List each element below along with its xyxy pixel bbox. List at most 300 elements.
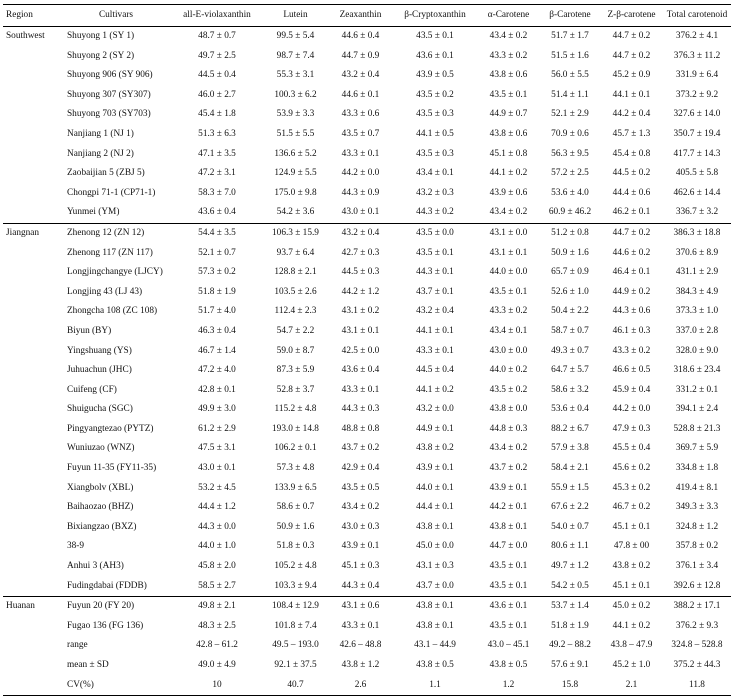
region-cell	[3, 459, 61, 479]
value-cell: 43.7 ± 0.2	[489, 463, 528, 474]
cultivar-cell: Shuyong 703 (SY703)	[67, 109, 151, 120]
value-cell: 51.5 ± 1.6	[551, 50, 589, 61]
value-cell: 44.1 ± 0.2	[489, 168, 528, 179]
value-cell: 43.5 ± 0.0	[416, 227, 454, 238]
table-row	[3, 420, 731, 440]
cultivar-cell: Bixiangzao (BXZ)	[67, 521, 137, 532]
value-cell: 48.3 ± 2.5	[198, 620, 236, 631]
header-region: Region	[3, 5, 61, 27]
value-cell: 57.6 ± 9.1	[551, 660, 589, 670]
value-cell: 115.2 ± 4.8	[274, 404, 317, 415]
value-cell: 44.7 ± 0.9	[341, 50, 380, 61]
value-cell: 44.1 ± 0.1	[612, 89, 651, 100]
value-cell: 99.5 ± 5.4	[276, 31, 315, 41]
value-cell: 45.1 ± 0.1	[612, 521, 651, 532]
header-beta-carotene: β-Carotene	[540, 5, 600, 27]
value-cell: 51.8 ± 1.9	[551, 620, 589, 631]
value-cell: 44.2 ± 0.1	[489, 502, 528, 513]
cultivar-cell: Pingyangtezao (PYTZ)	[67, 423, 154, 434]
cultivar-cell: Nanjiang 2 (NJ 2)	[67, 148, 134, 159]
value-cell: 124.9 ± 5.5	[274, 168, 317, 179]
value-cell: 53.6 ± 0.4	[551, 404, 589, 415]
value-cell: 43.6 ± 0.4	[171, 203, 263, 223]
value-cell: 43.5 ± 0.1	[477, 577, 540, 597]
value-cell: 44.6 ± 0.4	[341, 31, 380, 41]
cultivar-cell: Biyun (BY)	[67, 325, 112, 336]
value-cell: 46.0 ± 2.7	[198, 89, 236, 100]
cultivar-cell: Zhenong 117 (ZN 117)	[67, 247, 153, 258]
region-cell	[3, 381, 61, 401]
value-cell: 101.8 ± 7.4	[274, 620, 317, 631]
value-cell: 43.3 ± 0.2	[612, 345, 651, 356]
value-cell: 417.7 ± 14.3	[673, 148, 721, 159]
value-cell: 44.9 ± 0.7	[489, 109, 528, 120]
region-cell	[3, 105, 61, 125]
value-cell: 70.9 ± 0.6	[551, 128, 589, 139]
value-cell: 43.8 ± 0.2	[416, 443, 454, 454]
value-cell: 392.6 ± 12.8	[663, 577, 731, 597]
region-cell: Jiangnan	[6, 227, 40, 238]
value-cell: 45.1 ± 0.8	[489, 148, 528, 159]
value-cell: 11.8	[663, 676, 731, 696]
value-cell: 103.5 ± 2.6	[274, 286, 317, 297]
value-cell: 47.9 ± 0.3	[612, 423, 651, 434]
value-cell: 43.2 ± 0.4	[416, 306, 454, 317]
value-cell: 56.0 ± 5.5	[551, 70, 589, 81]
value-cell: 57.3 ± 4.8	[276, 463, 315, 474]
value-cell: 43.6 ± 0.4	[341, 365, 380, 376]
value-cell: 384.3 ± 4.9	[675, 286, 719, 297]
value-cell: 43.9 ± 0.5	[416, 70, 454, 81]
value-cell: 324.8 ± 1.2	[675, 521, 719, 532]
value-cell: 331.2 ± 0.1	[675, 384, 719, 395]
region-cell	[3, 518, 61, 538]
value-cell: 43.0 ± 0.3	[341, 521, 380, 532]
value-cell: 43.2 ± 0.3	[416, 187, 454, 198]
value-cell: 419.4 ± 8.1	[675, 482, 719, 493]
value-cell: 43.3 ± 0.1	[341, 384, 380, 395]
value-cell: 49.5 – 193.0	[272, 640, 319, 651]
value-cell: 43.8 ± 0.1	[416, 601, 454, 612]
value-cell: 47.5 ± 3.1	[198, 443, 236, 454]
value-cell: 43.5 ± 0.7	[341, 128, 380, 139]
cultivar-cell: mean ± SD	[67, 660, 109, 670]
cultivar-cell: Shuigucha (SGC)	[67, 404, 133, 415]
cultivar-cell: Longjing 43 (LJ 43)	[67, 286, 143, 297]
value-cell: 43.5 ± 0.1	[489, 89, 528, 100]
value-cell: 43.5 ± 0.1	[489, 561, 528, 572]
value-cell: 43.8 ± 0.5	[416, 660, 454, 670]
table-row	[3, 105, 731, 125]
value-cell: 43.7 ± 0.1	[416, 286, 454, 297]
region-cell	[3, 420, 61, 440]
value-cell: 43.0 – 45.1	[487, 640, 530, 651]
cultivar-cell: Shuyong 1 (SY 1)	[67, 31, 135, 41]
region-cell	[3, 263, 61, 283]
region-cell	[3, 203, 61, 223]
value-cell: 331.9 ± 6.4	[675, 70, 719, 81]
table-row	[3, 184, 731, 204]
cultivar-cell: Baihaozao (BHZ)	[67, 502, 134, 513]
value-cell: 350.7 ± 19.4	[673, 128, 721, 139]
value-cell: 44.9 ± 0.2	[612, 286, 651, 297]
value-cell: 42.9 ± 0.4	[341, 463, 380, 474]
value-cell: 47.2 ± 3.1	[198, 168, 236, 179]
value-cell: 42.5 ± 0.0	[341, 345, 380, 356]
value-cell: 46.6 ± 0.5	[612, 365, 651, 376]
value-cell: 43.5 ± 0.1	[489, 620, 528, 631]
table-row	[3, 302, 731, 322]
cultivar-cell: Fuyun 11-35 (FY11-35)	[67, 463, 157, 474]
value-cell: 44.3 ± 0.1	[416, 267, 454, 278]
header-violaxanthin: all-E-violaxanthin	[171, 5, 263, 27]
value-cell: 52.8 ± 3.7	[276, 384, 315, 395]
value-cell: 43.4 ± 0.1	[489, 325, 528, 336]
value-cell: 42.8 ± 0.1	[198, 384, 236, 395]
region-cell: Huanan	[6, 601, 35, 612]
value-cell: 43.8 ± 0.2	[612, 561, 651, 572]
table-row	[3, 479, 731, 499]
cultivar-cell: Yingshuang (YS)	[67, 345, 132, 356]
value-cell: 370.6 ± 8.9	[675, 247, 719, 258]
value-cell: 105.2 ± 4.8	[274, 561, 317, 572]
value-cell: 128.8 ± 2.1	[274, 267, 317, 278]
value-cell: 57.3 ± 0.2	[198, 267, 236, 278]
value-cell: 43.5 ± 0.1	[489, 286, 528, 297]
value-cell: 58.6 ± 0.7	[276, 502, 315, 513]
value-cell: 88.2 ± 6.7	[551, 423, 589, 434]
table-row	[3, 125, 731, 145]
value-cell: 45.3 ± 0.2	[612, 482, 651, 493]
value-cell: 51.5 ± 5.5	[276, 128, 315, 139]
value-cell: 92.1 ± 37.5	[274, 660, 317, 670]
value-cell: 43.2 ± 0.4	[341, 70, 380, 81]
value-cell: 431.1 ± 2.9	[675, 267, 719, 278]
value-cell: 80.6 ± 1.1	[551, 541, 589, 552]
value-cell: 44.7 ± 0.0	[489, 541, 528, 552]
table-row	[3, 676, 731, 696]
value-cell: 42.6 – 48.8	[339, 640, 382, 651]
cultivar-cell: Cuifeng (CF)	[67, 384, 117, 395]
value-cell: 51.8 ± 0.3	[276, 541, 315, 552]
value-cell: 43.0 ± 0.0	[489, 345, 528, 356]
value-cell: 45.0 ± 0.0	[416, 541, 454, 552]
header-row	[3, 5, 731, 27]
value-cell: 52.1 ± 0.7	[198, 247, 236, 258]
value-cell: 2.1	[600, 676, 663, 696]
value-cell: 44.7 ± 0.2	[612, 31, 651, 41]
table-row	[3, 381, 731, 401]
value-cell: 53.7 ± 1.4	[551, 601, 589, 612]
region-cell	[3, 244, 61, 264]
value-cell: 15.8	[540, 676, 600, 696]
region-cell	[3, 636, 61, 656]
value-cell: 43.7 ± 0.0	[393, 577, 477, 597]
value-cell: 44.2 ± 0.4	[612, 109, 651, 120]
value-cell: 47.1 ± 3.5	[198, 148, 236, 159]
header-cultivars: Cultivars	[61, 5, 171, 27]
value-cell: 369.7 ± 5.9	[675, 443, 719, 454]
value-cell: 43.1 ± 0.2	[341, 306, 380, 317]
value-cell: 55.9 ± 1.5	[551, 482, 589, 493]
value-cell: 44.3 ± 0.0	[198, 521, 236, 532]
value-cell: 42.7 ± 0.3	[341, 247, 380, 258]
value-cell: 44.6 ± 0.2	[612, 247, 651, 258]
region-cell	[3, 184, 61, 204]
region-cell	[3, 342, 61, 362]
region-cell	[3, 656, 61, 676]
value-cell: 43.8 ± 0.6	[489, 128, 528, 139]
value-cell: 43.1 ± 0.1	[489, 247, 528, 258]
region-cell	[3, 86, 61, 106]
value-cell: 43.8 ± 0.0	[489, 404, 528, 415]
table-row	[3, 400, 731, 420]
value-cell: 43.8 – 47.9	[610, 640, 653, 651]
value-cell: 43.4 ± 0.2	[477, 203, 540, 223]
value-cell: 46.7 ± 0.2	[612, 502, 651, 513]
value-cell: 43.9 ± 0.1	[341, 541, 380, 552]
region-cell	[3, 125, 61, 145]
value-cell: 51.3 ± 6.3	[198, 128, 236, 139]
value-cell: 349.3 ± 3.3	[675, 502, 719, 513]
value-cell: 388.2 ± 17.1	[673, 601, 721, 612]
value-cell: 327.6 ± 14.0	[673, 109, 721, 120]
region-cell	[3, 479, 61, 499]
value-cell: 46.2 ± 0.1	[600, 203, 663, 223]
value-cell: 43.5 ± 0.1	[416, 247, 454, 258]
value-cell: 44.5 ± 0.4	[198, 70, 236, 81]
cultivar-cell: Yunmei (YM)	[61, 203, 171, 223]
value-cell: 53.2 ± 4.5	[198, 482, 236, 493]
value-cell: 336.7 ± 3.2	[663, 203, 731, 223]
value-cell: 46.7 ± 1.4	[198, 345, 236, 356]
value-cell: 44.2 ± 0.0	[612, 404, 651, 415]
region-cell	[3, 302, 61, 322]
value-cell: 43.9 ± 0.6	[489, 187, 528, 198]
value-cell: 51.7 ± 1.7	[551, 31, 589, 41]
region-cell	[3, 164, 61, 184]
table-row	[3, 145, 731, 165]
value-cell: 43.4 ± 0.2	[489, 31, 528, 41]
value-cell: 46.1 ± 0.3	[612, 325, 651, 336]
value-cell: 43.8 ± 1.2	[341, 660, 380, 670]
value-cell: 43.8 ± 0.6	[489, 70, 528, 81]
cultivar-cell: Zhenong 12 (ZN 12)	[67, 227, 145, 238]
value-cell: 45.6 ± 0.2	[612, 463, 651, 474]
value-cell: 43.0 ± 0.1	[328, 203, 393, 223]
value-cell: 49.8 ± 2.1	[198, 601, 236, 612]
cultivar-cell: Zaobaijian 5 (ZBJ 5)	[67, 168, 145, 179]
cultivar-cell: Chongpi 71-1 (CP71-1)	[67, 187, 156, 198]
region-cell	[3, 400, 61, 420]
table-row	[3, 322, 731, 342]
value-cell: 103.3 ± 9.4	[263, 577, 328, 597]
table-row	[3, 656, 731, 676]
value-cell: 44.4 ± 0.6	[612, 187, 651, 198]
table-row	[3, 557, 731, 577]
region-cell	[3, 439, 61, 459]
value-cell: 528.8 ± 21.3	[673, 423, 721, 434]
table-row	[3, 203, 731, 223]
value-cell: 43.5 ± 0.3	[416, 148, 454, 159]
table-row	[3, 66, 731, 86]
table-row	[3, 617, 731, 637]
value-cell: 373.2 ± 9.2	[675, 89, 719, 100]
value-cell: 51.7 ± 4.0	[198, 306, 236, 317]
value-cell: 65.7 ± 0.9	[551, 267, 589, 278]
value-cell: 10	[171, 676, 263, 696]
region-cell	[3, 617, 61, 637]
value-cell: 54.2 ± 0.5	[540, 577, 600, 597]
value-cell: 44.0 ± 0.0	[489, 267, 528, 278]
cultivar-cell: range	[67, 640, 88, 651]
value-cell: 49.0 ± 4.9	[198, 660, 236, 670]
value-cell: 357.8 ± 0.2	[675, 541, 719, 552]
value-cell: 44.4 ± 1.2	[198, 502, 236, 513]
region-cell	[3, 498, 61, 518]
value-cell: 51.8 ± 1.9	[198, 286, 236, 297]
value-cell: 44.5 ± 0.3	[341, 267, 380, 278]
value-cell: 49.2 – 88.2	[549, 640, 591, 651]
region-cell	[3, 47, 61, 67]
value-cell: 56.3 ± 9.5	[551, 148, 589, 159]
value-cell: 45.9 ± 0.4	[612, 384, 651, 395]
cultivar-cell: Fuyun 20 (FY 20)	[67, 601, 135, 612]
value-cell: 43.8 ± 0.1	[416, 521, 454, 532]
value-cell: 43.2 ± 0.0	[416, 404, 454, 415]
value-cell: 44.6 ± 0.1	[341, 89, 380, 100]
value-cell: 49.9 ± 3.0	[198, 404, 236, 415]
value-cell: 44.0 ± 1.0	[198, 541, 236, 552]
value-cell: 375.2 ± 44.3	[673, 660, 721, 670]
region-cell	[3, 557, 61, 577]
value-cell: 100.3 ± 6.2	[274, 89, 317, 100]
value-cell: 43.7 ± 0.2	[341, 443, 380, 454]
value-cell: 49.7 ± 2.5	[198, 50, 236, 61]
value-cell: 136.6 ± 5.2	[274, 148, 317, 159]
value-cell: 40.7	[263, 676, 328, 696]
value-cell: 44.7 ± 0.2	[612, 227, 651, 238]
region-cell	[3, 676, 61, 696]
value-cell: 43.2 ± 0.4	[341, 227, 380, 238]
cultivar-cell: Wuniuzao (WNZ)	[67, 443, 135, 454]
value-cell: 43.1 ± 0.3	[416, 561, 454, 572]
value-cell: 51.4 ± 1.1	[551, 89, 589, 100]
region-cell	[3, 322, 61, 342]
value-cell: 54.7 ± 2.2	[276, 325, 315, 336]
cultivar-cell: Shuyong 906 (SY 906)	[67, 70, 153, 81]
value-cell: 60.9 ± 46.2	[540, 203, 600, 223]
value-cell: 106.3 ± 15.9	[272, 227, 319, 238]
value-cell: 44.7 ± 0.2	[612, 50, 651, 61]
value-cell: 44.4 ± 0.1	[416, 502, 454, 513]
value-cell: 64.7 ± 5.7	[551, 365, 589, 376]
value-cell: 87.3 ± 5.9	[276, 365, 315, 376]
value-cell: 394.1 ± 2.4	[675, 404, 719, 415]
value-cell: 58.3 ± 7.0	[198, 187, 236, 198]
value-cell: 54.2 ± 3.6	[263, 203, 328, 223]
value-cell: 376.2 ± 9.3	[675, 620, 719, 631]
table-row	[3, 518, 731, 538]
value-cell: 52.1 ± 2.9	[551, 109, 589, 120]
table-row	[3, 597, 731, 617]
region-cell	[3, 537, 61, 557]
value-cell: 45.1 ± 0.3	[341, 561, 380, 572]
value-cell: 1.2	[477, 676, 540, 696]
value-cell: 54.4 ± 3.5	[198, 227, 236, 238]
value-cell: 373.3 ± 1.0	[675, 306, 719, 317]
value-cell: 337.0 ± 2.8	[675, 325, 719, 336]
table-row	[3, 86, 731, 106]
value-cell: 43.1 ± 0.6	[341, 601, 380, 612]
value-cell: 44.1 ± 0.1	[416, 325, 454, 336]
value-cell: 44.5 ± 0.4	[416, 365, 454, 376]
value-cell: 44.3 ± 0.2	[393, 203, 477, 223]
value-cell: 51.2 ± 0.8	[551, 227, 589, 238]
value-cell: 44.1 ± 0.5	[416, 128, 454, 139]
value-cell: 93.7 ± 6.4	[276, 247, 315, 258]
value-cell: 2.6	[328, 676, 393, 696]
value-cell: 108.4 ± 12.9	[272, 601, 319, 612]
value-cell: 376.2 ± 4.1	[675, 31, 719, 41]
value-cell: 318.6 ± 23.4	[673, 365, 721, 376]
value-cell: 45.0 ± 0.2	[612, 601, 651, 612]
carotenoid-table	[3, 4, 731, 696]
table-row	[3, 636, 731, 656]
table-row	[3, 263, 731, 283]
value-cell: 98.7 ± 7.4	[276, 50, 315, 61]
cultivar-cell: Nanjiang 1 (NJ 1)	[67, 128, 134, 139]
value-cell: 46.4 ± 0.1	[612, 267, 651, 278]
value-cell: 175.0 ± 9.8	[274, 187, 317, 198]
value-cell: 43.8 ± 0.5	[489, 660, 528, 670]
table-row	[3, 361, 731, 381]
header-alpha-carotene: α-Carotene	[477, 5, 540, 27]
value-cell: 45.5 ± 0.4	[612, 443, 651, 454]
value-cell: 44.1 ± 0.2	[612, 620, 651, 631]
value-cell: 43.3 ± 0.1	[341, 148, 380, 159]
value-cell: 48.7 ± 0.7	[198, 31, 236, 41]
header-z-beta-carotene: Z-β-carotene	[600, 5, 663, 27]
value-cell: 44.9 ± 0.1	[416, 423, 454, 434]
cultivar-cell: CV(%)	[61, 676, 171, 696]
header-cryptoxanthin: β-Cryptoxanthin	[393, 5, 477, 27]
value-cell: 44.2 ± 1.2	[341, 286, 380, 297]
value-cell: 44.5 ± 0.2	[612, 168, 651, 179]
value-cell: 386.3 ± 18.8	[673, 227, 721, 238]
table-body	[3, 27, 731, 696]
value-cell: 45.4 ± 0.8	[612, 148, 651, 159]
value-cell: 47.8 ± 00	[613, 541, 650, 552]
value-cell: 45.4 ± 1.8	[198, 109, 236, 120]
value-cell: 43.0 ± 0.1	[198, 463, 236, 474]
value-cell: 50.4 ± 2.2	[551, 306, 589, 317]
value-cell: 45.1 ± 0.1	[600, 577, 663, 597]
value-cell: 44.8 ± 0.3	[489, 423, 528, 434]
region-cell	[3, 145, 61, 165]
value-cell: 58.6 ± 3.2	[551, 384, 589, 395]
table-row	[3, 164, 731, 184]
value-cell: 58.7 ± 0.7	[551, 325, 589, 336]
value-cell: 50.9 ± 1.6	[551, 247, 589, 258]
table-row	[3, 498, 731, 518]
value-cell: 67.6 ± 2.2	[551, 502, 589, 513]
cultivar-cell: Longjingchangye (LJCY)	[67, 267, 163, 278]
value-cell: 45.2 ± 0.9	[612, 70, 651, 81]
value-cell: 334.8 ± 1.8	[675, 463, 719, 474]
cultivar-cell: Anhui 3 (AH3)	[67, 561, 124, 572]
value-cell: 376.3 ± 11.2	[673, 50, 721, 61]
